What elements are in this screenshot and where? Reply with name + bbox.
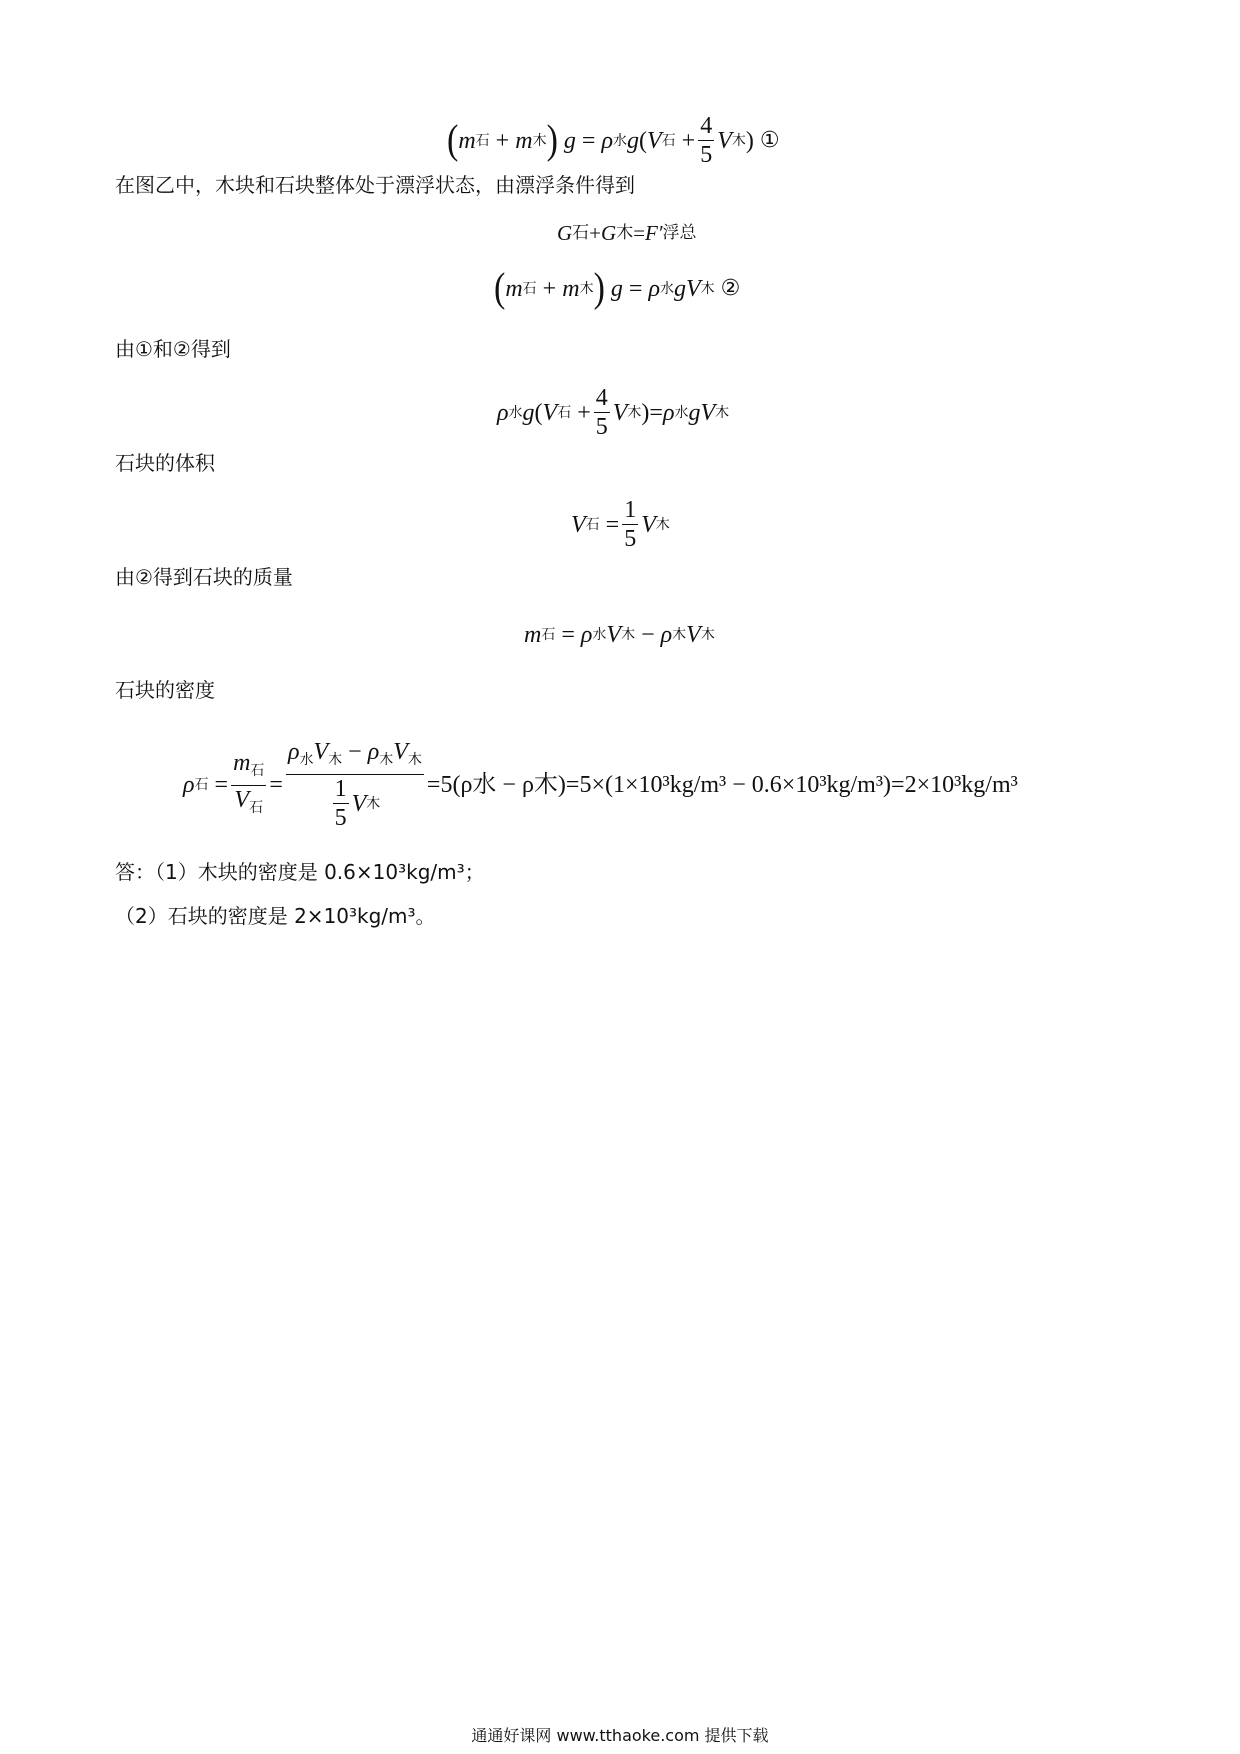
- equation-2: ( m 石 + m 木 ) g = ρ 水 g V 木 ②: [494, 266, 741, 311]
- text-line-3: 石块的体积: [115, 451, 215, 475]
- equation-3: ρ 水 g ( V 石 + $\frac{4}{5}$ V 木 )= ρ 水 g V 木: [497, 385, 730, 440]
- density-result: =5(ρ水 − ρ木)=5×(1×10³kg/m³ − 0.6×10³kg/m³)=2×10³kg/m³: [426, 772, 1018, 798]
- page-footer: 通通好课网 www.tthaoke.com 提供下载: [471, 1726, 769, 1745]
- answer-line-1: 答：（1）木块的密度是 0.6×10³kg/m³；: [115, 860, 485, 884]
- answer-line-2: （2）石块的密度是 2×10³kg/m³。: [115, 904, 436, 928]
- equation-1: ( m 石 + m 木 ) g = ρ 水 g ( V 石 + $\frac{4}{5}$ V 木 ) ①: [447, 113, 780, 168]
- equation-volume: V 石 = $\frac{1}{5}$ V 木: [571, 497, 670, 552]
- text-line-5: 石块的密度: [115, 678, 215, 702]
- equation-weight-sum: G 石 + G 木 = F′ 浮总: [557, 221, 697, 245]
- equation-density: ρ 石 = $\frac{m_石}{V_石}$ = $\rho_水V_木 - \rho_木V_木$ $\frac{1}{5}$ V 木 =5(ρ水 − ρ木)=5×(1×10³kg/m³ − 0.6×10³kg/m³)=2×10³kg/m³: [183, 739, 1018, 831]
- text-line-1: 在图乙中，木块和石块整体处于漂浮状态，由漂浮条件得到: [115, 173, 635, 197]
- text-line-4: 由②得到石块的质量: [115, 565, 293, 589]
- equation-mass: m 石 = ρ 水 V 木 − ρ 木 V 木: [524, 622, 715, 648]
- text-line-2: 由①和②得到: [115, 337, 231, 361]
